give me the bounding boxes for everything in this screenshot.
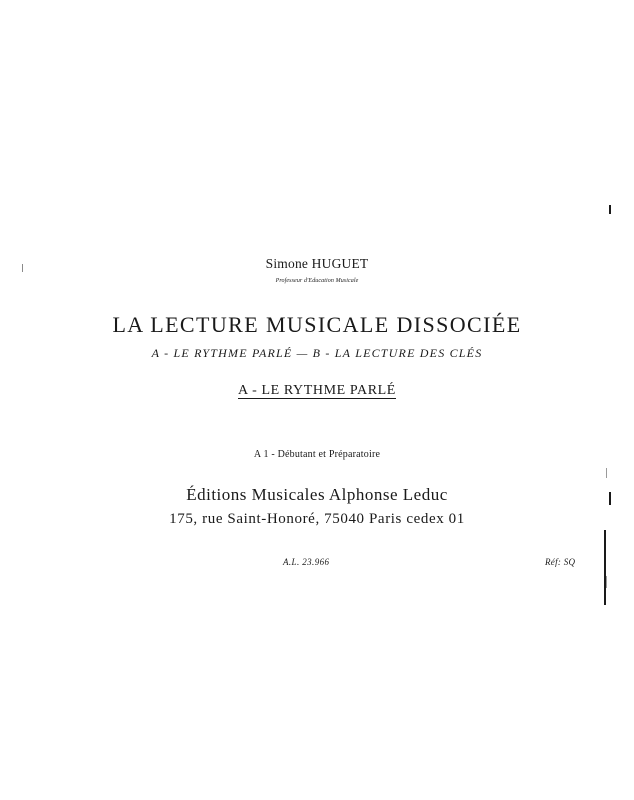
scan-mark xyxy=(609,492,611,505)
author-role: Professeur d'Education Musicale xyxy=(275,278,359,284)
scan-mark xyxy=(606,576,607,588)
section-title-wrapper xyxy=(0,383,634,399)
level-label: A 1 - Débutant et Préparatoire xyxy=(253,449,381,460)
publisher-name: Éditions Musicales Alphonse Leduc xyxy=(186,485,448,504)
catalog-number: A.L. 23.966 xyxy=(283,557,330,567)
scan-mark xyxy=(606,468,607,478)
scan-mark xyxy=(604,530,606,605)
reference-code: Réf: SQ xyxy=(545,557,576,567)
scan-mark xyxy=(609,205,611,214)
scan-mark xyxy=(22,264,23,272)
section-title: A - LE RYTHME PARLÉ xyxy=(238,383,396,398)
subtitle: A - LE RYTHME PARLÉ — B - LA LECTURE DES CLÉS xyxy=(151,346,483,360)
main-title: LA LECTURE MUSICALE DISSOCIÉE xyxy=(112,312,522,337)
author-name: Simone HUGUET xyxy=(265,256,369,271)
publisher-address: 175, rue Saint-Honoré, 75040 Paris cedex 01 xyxy=(169,511,465,527)
